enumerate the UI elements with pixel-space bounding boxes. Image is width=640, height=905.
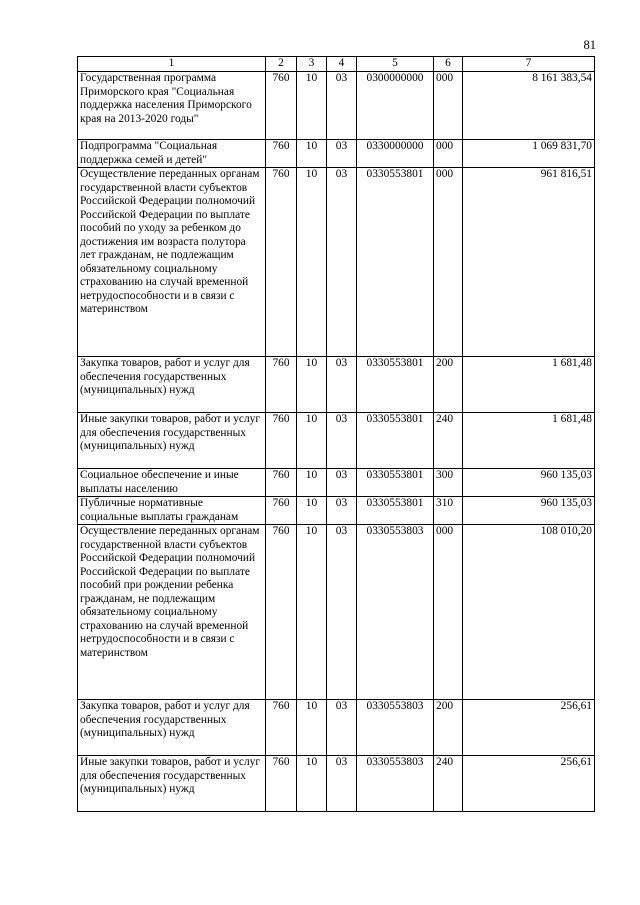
- subsection-code: 03: [327, 756, 357, 812]
- expense-type-code: 240: [434, 413, 463, 469]
- amount: 8 161 383,54: [463, 72, 595, 140]
- row-name: Закупка товаров, работ и услуг для обеспечения государственных (муниципальных) нужд: [78, 357, 266, 413]
- column-header-5: 5: [357, 57, 434, 72]
- table-row: [78, 469, 595, 497]
- section-code: 10: [297, 72, 327, 140]
- section-code: 10: [297, 469, 327, 497]
- table-row: [78, 756, 595, 812]
- amount: 256,61: [463, 756, 595, 812]
- row-name: Социальное обеспечение и иные выплаты населению: [78, 469, 266, 497]
- table-row: [78, 497, 595, 525]
- row-name: Подпрограмма "Социальная поддержка семей и детей": [78, 140, 266, 168]
- target-code: 0330553801: [357, 357, 434, 413]
- subsection-code: 03: [327, 413, 357, 469]
- expense-type-code: 240: [434, 756, 463, 812]
- row-name: Закупка товаров, работ и услуг для обеспечения государственных (муниципальных) нужд: [78, 700, 266, 756]
- target-code: 0330553801: [357, 168, 434, 357]
- ministry-code: 760: [266, 140, 297, 168]
- table-row: [78, 357, 595, 413]
- amount: 961 816,51: [463, 168, 595, 357]
- page-number: 81: [583, 38, 596, 52]
- column-header-2: 2: [266, 57, 297, 72]
- ministry-code: 760: [266, 413, 297, 469]
- target-code: 0300000000: [357, 72, 434, 140]
- budget-table: [77, 56, 595, 812]
- column-header-3: 3: [297, 57, 327, 72]
- column-header-1: 1: [78, 57, 266, 72]
- table-row: [78, 72, 595, 140]
- expense-type-code: 310: [434, 497, 463, 525]
- row-name: Осуществление переданных органам государственной власти субъектов Российской Федерации полномочий Российской Федерации по выплате пособий при рождении ребенка гражданам, не подлежащим обязательному социальному страхованию на случай временной нетрудоспособности и в связи с материнством: [78, 525, 266, 700]
- row-name: Публичные нормативные социальные выплаты гражданам: [78, 497, 266, 525]
- ministry-code: 760: [266, 357, 297, 413]
- expense-type-code: 000: [434, 525, 463, 700]
- target-code: 0330553801: [357, 497, 434, 525]
- target-code: 0330553801: [357, 413, 434, 469]
- row-name: Осуществление переданных органам государственной власти субъектов Российской Федерации полномочий Российской Федерации по выплате пособий по уходу за ребенком до достижения им возраста полутора лет гражданам, не подлежащим обязательному социальному страхованию на случай временной нетрудоспособности и в связи с материнством: [78, 168, 266, 357]
- subsection-code: 03: [327, 72, 357, 140]
- ministry-code: 760: [266, 700, 297, 756]
- target-code: 0330553803: [357, 756, 434, 812]
- expense-type-code: 000: [434, 140, 463, 168]
- section-code: 10: [297, 497, 327, 525]
- expense-type-code: 200: [434, 700, 463, 756]
- row-name: Иные закупки товаров, работ и услуг для обеспечения государственных (муниципальных) нужд: [78, 756, 266, 812]
- subsection-code: 03: [327, 525, 357, 700]
- section-code: 10: [297, 140, 327, 168]
- column-header-4: 4: [327, 57, 357, 72]
- section-code: 10: [297, 525, 327, 700]
- section-code: 10: [297, 357, 327, 413]
- column-header-6: 6: [434, 57, 463, 72]
- ministry-code: 760: [266, 72, 297, 140]
- expense-type-code: 000: [434, 168, 463, 357]
- target-code: 0330553803: [357, 525, 434, 700]
- ministry-code: 760: [266, 756, 297, 812]
- ministry-code: 760: [266, 497, 297, 525]
- target-code: 0330553803: [357, 700, 434, 756]
- row-name: Государственная программа Приморского края "Социальная поддержка населения Приморского края на 2013-2020 годы": [78, 72, 266, 140]
- header-row: [78, 57, 595, 72]
- subsection-code: 03: [327, 700, 357, 756]
- section-code: 10: [297, 756, 327, 812]
- amount: 1 069 831,70: [463, 140, 595, 168]
- ministry-code: 760: [266, 525, 297, 700]
- expense-type-code: 000: [434, 72, 463, 140]
- subsection-code: 03: [327, 469, 357, 497]
- table-row: [78, 413, 595, 469]
- target-code: 0330000000: [357, 140, 434, 168]
- table-row: [78, 700, 595, 756]
- subsection-code: 03: [327, 168, 357, 357]
- amount: 108 010,20: [463, 525, 595, 700]
- amount: 960 135,03: [463, 497, 595, 525]
- section-code: 10: [297, 413, 327, 469]
- section-code: 10: [297, 168, 327, 357]
- column-header-7: 7: [463, 57, 595, 72]
- subsection-code: 03: [327, 357, 357, 413]
- amount: 256,61: [463, 700, 595, 756]
- row-name: Иные закупки товаров, работ и услуг для обеспечения государственных (муниципальных) нужд: [78, 413, 266, 469]
- expense-type-code: 200: [434, 357, 463, 413]
- amount: 960 135,03: [463, 469, 595, 497]
- table-row: [78, 140, 595, 168]
- amount: 1 681,48: [463, 413, 595, 469]
- table-row: [78, 525, 595, 700]
- table-row: [78, 168, 595, 357]
- subsection-code: 03: [327, 140, 357, 168]
- amount: 1 681,48: [463, 357, 595, 413]
- expense-type-code: 300: [434, 469, 463, 497]
- section-code: 10: [297, 700, 327, 756]
- target-code: 0330553801: [357, 469, 434, 497]
- subsection-code: 03: [327, 497, 357, 525]
- ministry-code: 760: [266, 469, 297, 497]
- ministry-code: 760: [266, 168, 297, 357]
